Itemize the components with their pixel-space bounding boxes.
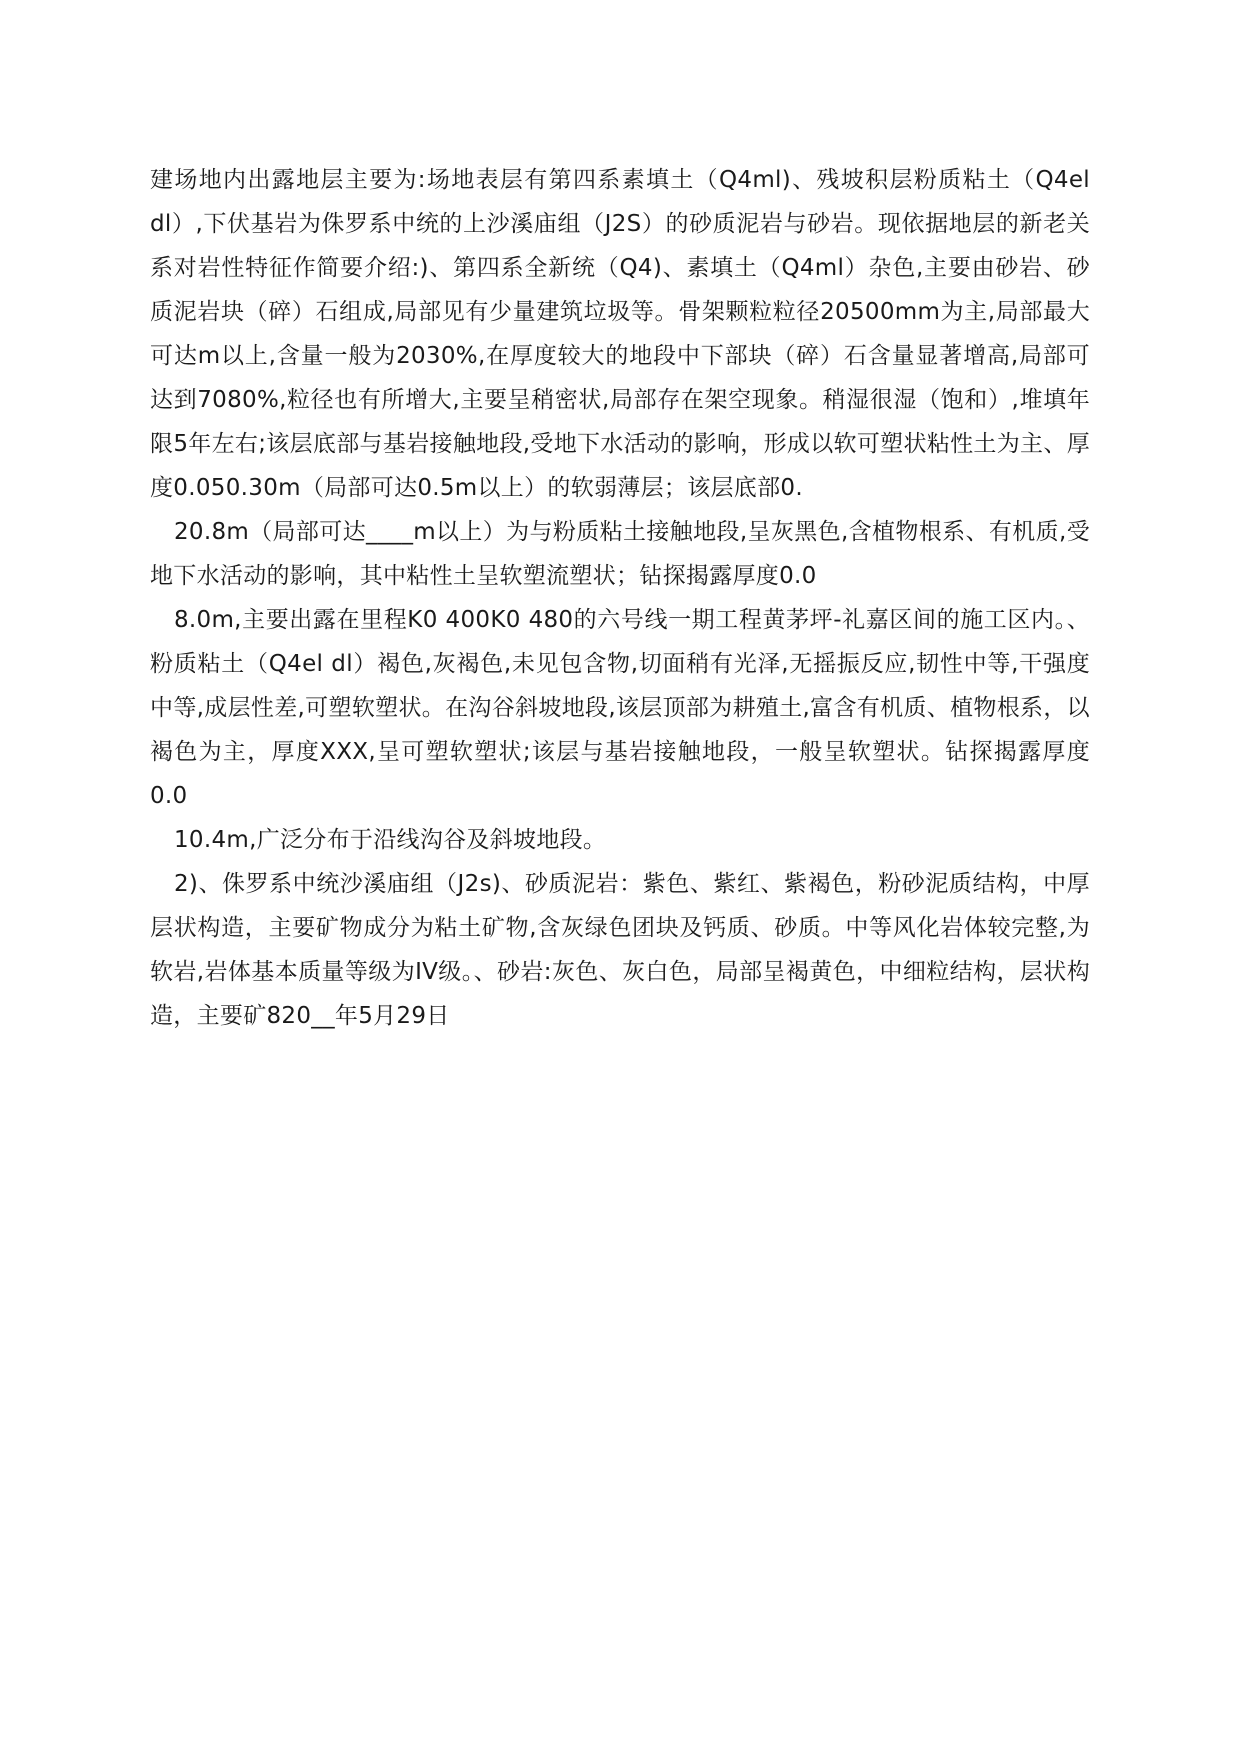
paragraph-distribution: 10.4m,广泛分布于沿线沟谷及斜坡地段。 <box>174 827 607 853</box>
document-body <box>150 158 1090 1038</box>
paragraph-jurassic-bedrock: 2)、侏罗系中统沙溪庙组（J2s)、砂质泥岩：紫色、紫红、紫褐色，粉砂泥质结构，中厚层状构造，主要矿物成分为粘土矿物,含灰绿色团块及钙质、砂质。中等风化岩体较完整,为软岩,岩体基本质量等级为IV级。、砂岩:灰色、灰白色，局部呈褐黄色，中细粒结构，层状构造，主要矿820__年5月29日 <box>150 871 1090 1029</box>
paragraph-strata-overview: 建场地内出露地层主要为:场地表层有第四系素填土（Q4ml)、残坡积层粉质粘土（Q4el dl）,下伏基岩为侏罗系中统的上沙溪庙组（J2S）的砂质泥岩与砂岩。现依据地层的新老关系对岩性特征作简要介绍:)、第四系全新统（Q4)、素填土（Q4ml）杂色,主要由砂岩、砂质泥岩块（碎）石组成,局部见有少量建筑垃圾等。骨架颗粒粒径20500mm为主,局部最大可达m以上,含量一般为2030%,在厚度较大的地段中下部块（碎）石含量显著增高,局部可达到7080%,粒径也有所增大,主要呈稍密状,局部存在架空现象。稍湿很湿（饱和）,堆填年限5年左右;该层底部与基岩接触地段,受地下水活动的影响，形成以软可塑状粘性土为主、厚度0.050.30m（局部可达0.5m以上）的软弱薄层；该层底部0. <box>150 167 1090 501</box>
paragraph-fill-base-layer: 20.8m（局部可达____m以上）为与粉质粘土接触地段,呈灰黑色,含植物根系、有机质,受地下水活动的影响，其中粘性土呈软塑流塑状；钻探揭露厚度0.0 <box>150 519 1090 589</box>
paragraph-silty-clay: 8.0m,主要出露在里程K0 400K0 480的六号线一期工程黄茅坪-礼嘉区间的施工区内。、粉质粘土（Q4el dl）褐色,灰褐色,未见包含物,切面稍有光泽,无摇振反应,韧性中等,干强度中等,成层性差,可塑软塑状。在沟谷斜坡地段,该层顶部为耕殖土,富含有机质、植物根系，以褐色为主，厚度XXX,呈可塑软塑状;该层与基岩接触地段，一般呈软塑状。钻探揭露厚度0.0 <box>150 607 1090 809</box>
